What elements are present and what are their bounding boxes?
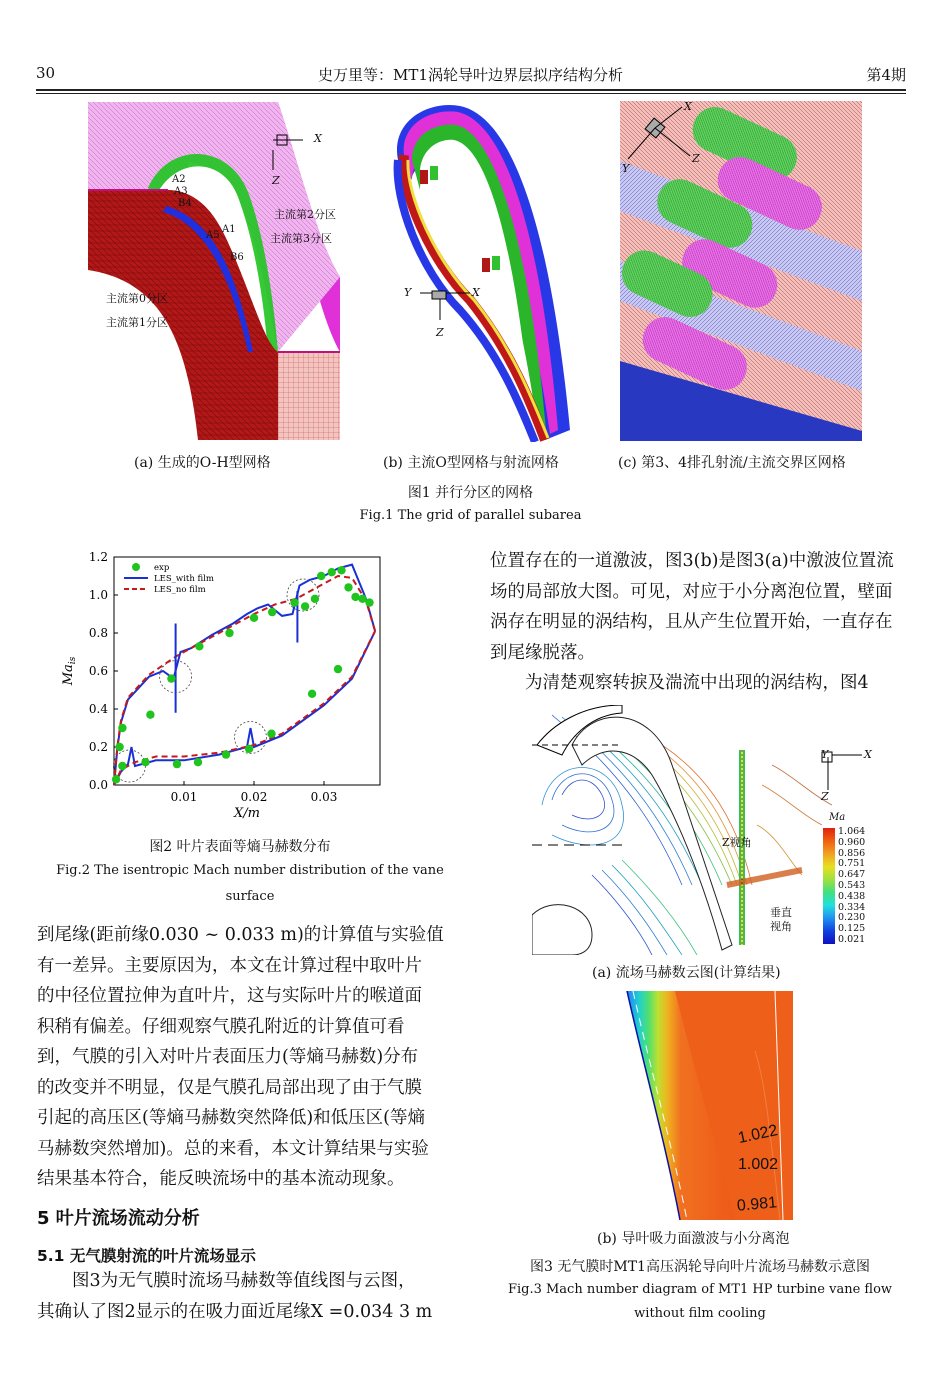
text-line: 有一差异。主要原因为，本文在计算过程中取叶片 <box>37 955 422 976</box>
data-point <box>250 614 258 622</box>
fig3a-caption: (a) 流场马赫数云图(计算结果) <box>592 965 781 981</box>
text-line: 位置存在的一道激波，图3(b)是图3(a)中激波位置流 <box>490 551 894 571</box>
fig1a-b6-label: B6 <box>230 252 244 263</box>
contour-label: 0.981 <box>736 1194 778 1215</box>
fig1b-x-label: X <box>472 286 480 299</box>
fig1a-a3-label: A3 <box>174 186 188 197</box>
fig1a-zone0-label: 主流第0分区 <box>106 292 168 305</box>
fig1-caption-cn: 图1 并行分区的网格 <box>407 485 534 501</box>
fig3a-y-label: Y <box>821 748 829 761</box>
colorbar-value: 0.021 <box>838 934 866 945</box>
text-line: 涡存在明显的涡结构，且从产生位置开始，一直存在 <box>490 612 893 632</box>
text-line: 引起的高压区(等熵马赫数突然降低)和低压区(等熵 <box>37 1108 425 1128</box>
colorbar <box>823 828 835 944</box>
fig1a-zone3-label: 主流第3分区 <box>270 232 332 245</box>
y-tick-label: 0.4 <box>88 702 108 716</box>
y-tick-label: 0.2 <box>88 740 108 754</box>
fig1b-ogrid-image <box>390 100 580 442</box>
legend-label: exp <box>154 563 170 573</box>
fig3b-caption: (b) 导叶吸力面激波与小分离泡 <box>597 1231 790 1247</box>
data-point <box>167 674 175 682</box>
fig1a-a1-label: A1 <box>222 224 236 235</box>
fig2-caption-en: Fig.2 The isentropic Mach number distribution of the vane surface <box>56 863 444 904</box>
colorbar-title: Ma <box>829 812 846 823</box>
fig1b-caption: (b) 主流O型网格与射流网格 <box>383 455 559 471</box>
text-line: 的中径位置拉伸为直叶片，这与实际叶片的喉道面 <box>37 986 422 1006</box>
header-rule-thin <box>36 93 906 94</box>
section-5-heading: 5 叶片流场流动分析 <box>37 1208 200 1229</box>
x-axis-label: X/m <box>234 806 260 821</box>
fig1a-a2-label: A2 <box>172 174 186 185</box>
data-point <box>290 598 298 606</box>
body-text-right <box>490 546 910 699</box>
fig3a-mach-contour-image <box>532 705 862 955</box>
data-point <box>334 665 342 673</box>
fig3a-z-view-label: Z视角 <box>722 836 752 849</box>
fig3a-x-label: X <box>864 748 872 761</box>
y-tick-label: 1.2 <box>88 550 108 564</box>
series-line <box>114 631 375 785</box>
fig1a-ohgrid-image <box>88 102 340 440</box>
fig3-caption-cn: 图3 无气膜时MT1高压涡轮导向叶片流场马赫数示意图 <box>530 1259 870 1275</box>
data-point <box>118 724 126 732</box>
data-point <box>365 598 373 606</box>
fig1a-x-label: X <box>314 132 322 145</box>
y-axis-label: $Ma_{is}$ <box>61 656 78 686</box>
running-title: 史万里等：MT1涡轮导叶边界层拟序结构分析 <box>318 66 623 84</box>
fig1c-y-label: Y <box>622 162 630 175</box>
body-text-5-1 <box>37 1266 457 1327</box>
fig3a-vertical-view-label-1: 垂直 <box>770 906 792 919</box>
colorbar-value: 0.230 <box>838 912 866 924</box>
fig1c-caption: (c) 第3、4排孔射流/主流交界区网格 <box>618 455 846 471</box>
section-5-1-heading: 5.1 无气膜射流的叶片流场显示 <box>37 1247 256 1265</box>
text-line: 场的局部放大图。可见，对应于小分离泡位置，壁面 <box>490 581 893 602</box>
colorbar-value: 0.334 <box>838 901 866 913</box>
fig3a-vertical-view-label-2: 视角 <box>770 920 792 933</box>
data-point <box>118 762 126 770</box>
fig1a-zone2-label: 主流第2分区 <box>274 208 336 221</box>
data-point <box>337 566 345 574</box>
text-line: 图3为无气膜时流场马赫数等值线图与云图， <box>72 1271 416 1291</box>
series-line <box>114 576 375 785</box>
fig1c-z-label: Z <box>692 152 700 165</box>
fig1a-zone1-label: 主流第1分区 <box>106 316 168 329</box>
fig1c-x-label: X <box>684 100 692 113</box>
text-line: 积稍有偏差。仔细观察气膜孔附近的计算值可看 <box>37 1016 405 1037</box>
colorbar-value: 0.543 <box>838 880 866 891</box>
data-point <box>146 711 154 719</box>
y-axis-label-subscript: is <box>68 656 78 665</box>
text-line: 的改变并不明显，仅是气膜孔局部出现了由于气膜 <box>37 1077 422 1098</box>
fig3-caption-en-2: without film cooling <box>634 1306 766 1321</box>
header-rule <box>36 89 906 91</box>
fig1c-interface-grid-image <box>620 101 862 441</box>
fig1b-y-label: Y <box>404 286 412 299</box>
y-tick-label: 1.0 <box>88 588 108 602</box>
body-text-left <box>37 920 457 1195</box>
fig3b-shock-zoom-image <box>615 991 793 1220</box>
text-line: 到尾缘脱落。 <box>490 642 595 663</box>
fig2-chart <box>50 545 400 835</box>
text-line: 其确认了图2显示的在吸力面近尾缘X =0.034 3 m <box>37 1301 433 1322</box>
colorbar-labels <box>838 828 878 948</box>
colorbar-value: 0.751 <box>838 858 866 870</box>
text-line: 为清楚观察转捩及湍流中出现的涡结构，图4 <box>525 673 869 693</box>
data-point <box>115 743 123 751</box>
data-point <box>267 730 275 738</box>
data-point <box>225 629 233 637</box>
y-tick-label: 0.8 <box>88 626 108 640</box>
legend-label: LES_no film <box>154 585 206 595</box>
text-line: 到，气膜的引入对叶片表面压力(等熵马赫数)分布 <box>37 1047 419 1067</box>
fig1a-z-label: Z <box>272 174 280 187</box>
data-point <box>245 745 253 753</box>
data-point <box>308 690 316 698</box>
legend-label: LES_with film <box>154 574 214 584</box>
colorbar-value: 0.960 <box>838 836 866 848</box>
data-point <box>268 608 276 616</box>
data-point <box>311 595 319 603</box>
colorbar-value: 0.647 <box>838 869 866 881</box>
colorbar-value: 0.856 <box>838 847 866 859</box>
fig1a-b4-label: B4 <box>178 198 192 209</box>
x-tick-label: 0.03 <box>310 790 338 804</box>
legend-marker <box>132 563 140 571</box>
text-line: 结果基本符合，能反映流场中的基本流动现象。 <box>37 1169 405 1189</box>
text-line: 到尾缘(距前缘0.030 ~ 0.033 m)的计算值与实验值 <box>37 925 444 945</box>
x-tick-label: 0.02 <box>240 790 268 804</box>
fig3-caption-en-1: Fig.3 Mach number diagram of MT1 HP turbine vane flow <box>507 1282 893 1297</box>
series-line <box>114 565 375 785</box>
colorbar-value: 0.438 <box>838 890 866 902</box>
fig1a-a5-label: A5 <box>206 230 220 241</box>
data-point <box>344 583 352 591</box>
colorbar-value: 0.125 <box>838 923 866 935</box>
data-point <box>301 602 309 610</box>
text-line: 马赫数突然增加)。总的来看，本文计算结果与实验 <box>37 1138 429 1159</box>
data-point <box>141 758 149 766</box>
x-tick-label: 0.01 <box>170 790 198 804</box>
data-point <box>112 775 120 783</box>
page-number: 30 <box>36 64 56 82</box>
colorbar-value: 1.064 <box>838 826 866 837</box>
issue-number: 第4期 <box>866 66 906 84</box>
fig1-caption-en: Fig.1 The grid of parallel subarea <box>359 508 582 523</box>
contour-label: 1.002 <box>738 1156 779 1173</box>
data-point <box>328 568 336 576</box>
y-tick-label: 0.6 <box>88 664 108 678</box>
fig3a-z-label: Z <box>821 790 829 803</box>
data-point <box>222 750 230 758</box>
data-point <box>173 760 181 768</box>
fig2-caption-cn: 图2 叶片表面等熵马赫数分布 <box>149 839 331 855</box>
contour-label: 1.022 <box>736 1122 780 1147</box>
y-tick-label: 0.0 <box>88 778 108 792</box>
data-point <box>317 572 325 580</box>
fig1a-caption: (a) 生成的O-H型网格 <box>134 455 271 471</box>
fig1b-z-label: Z <box>436 326 444 339</box>
data-point <box>195 642 203 650</box>
data-point <box>194 758 202 766</box>
